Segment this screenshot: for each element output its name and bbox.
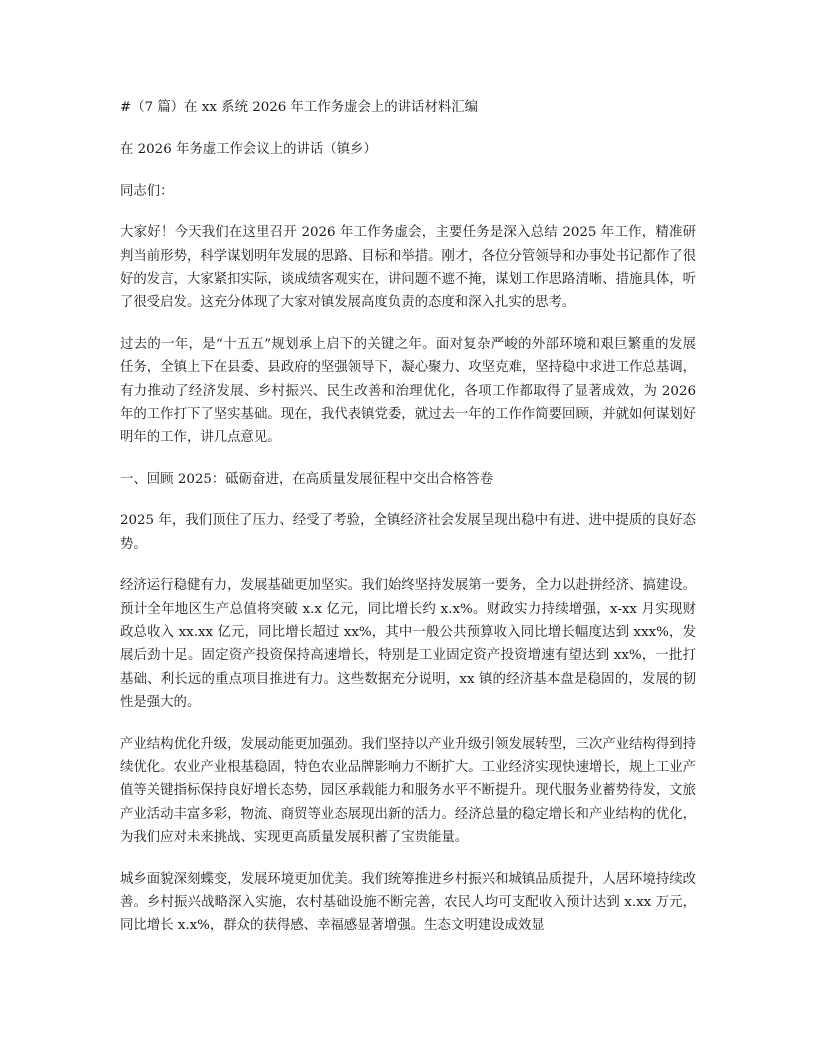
paragraph-urban-rural: 城乡面貌深刻蝶变，发展环境更加优美。我们统筹推进乡村振兴和城镇品质提升，人居环境持续改善。乡村振兴战略深入实施，农村基础设施不断完善，农民人均可支配收入预计达到 x.xx 万元，同比增长 x.x%，群众的获得感、幸福感显著增强。生态文明建设成效显 (120, 871, 696, 934)
paragraph-2025-overview: 2025 年，我们顶住了压力、经受了考验，全镇经济社会发展呈现出稳中有进、进中提质的良好态势。 (120, 513, 696, 552)
document-title: #（7 篇）在 xx 系统 2026 年工作务虚会上的讲话材料汇编 (120, 100, 479, 115)
paragraph-opening: 大家好！今天我们在这里召开 2026 年工作务虚会，主要任务是深入总结 2025 年工作，精准研判当前形势，科学谋划明年发展的思路、目标和举措。刚才，各位分管领导和办事处书记都作了很好的发言，大家紧扣实际，谈成绩客观实在，讲问题不遮不掩，谋划工作思路清晰、措施具体，听了很受启发。这充分体现了大家对镇发展高度负责的态度和深入扎实的思考。 (120, 225, 696, 311)
paragraph-review-intro: 过去的一年，是“十五五”规划承上启下的关键之年。面对复杂严峻的外部环境和艰巨繁重的发展任务，全镇上下在县委、县政府的坚强领导下，凝心聚力、攻坚克难，坚持稳中求进工作总基调，有力推动了经济发展、乡村振兴、民生改善和治理优化，各项工作都取得了显著成效，为 2026 年的工作打下了坚实基础。现在，我代表镇党委，就过去一年的工作作简要回顾，并就如何谋划好明年的工作，讲几点意见。 (120, 336, 696, 446)
paragraph-industry: 产业结构优化升级，发展动能更加强劲。我们坚持以产业升级引领发展转型，三次产业结构得到持续优化。农业产业根基稳固，特色农业品牌影响力不断扩大。工业经济实现快速增长，规上工业产值等关键指标保持良好增长态势，园区承载能力和服务水平不断提升。现代服务业蓄势待发，文旅产业活动丰富多彩，物流、商贸等业态展现出新的活力。经济总量的稳定增长和产业结构的优化，为我们应对未来挑战、实现更高质量发展积蓄了宝贵能量。 (120, 736, 696, 846)
document-page (120, 96, 696, 956)
paragraph-economy: 经济运行稳健有力，发展基础更加坚实。我们始终坚持发展第一要务，全力以赴拼经济、搞建设。预计全年地区生产总值将突破 x.x 亿元，同比增长约 x.x%。财政实力持续增强，x-xx 月实现财政总收入 xx.xx 亿元，同比增长超过 xx%，其中一般公共预算收入同比增长幅度达到 xxx%，发展后劲十足。固定资产投资保持高速增长，特别是工业固定资产投资增速有望达到 xx%，一批打基础、利长远的重点项目推进有力。这些数据充分说明，xx 镇的经济基本盘是稳固的，发展的韧性是强大的。 (120, 578, 696, 711)
section-heading-1: 一、回顾 2025：砥砺奋进，在高质量发展征程中交出合格答卷 (120, 471, 494, 487)
salutation: 同志们： (120, 183, 174, 199)
document-subtitle: 在 2026 年务虚工作会议上的讲话（镇乡） (120, 142, 377, 158)
